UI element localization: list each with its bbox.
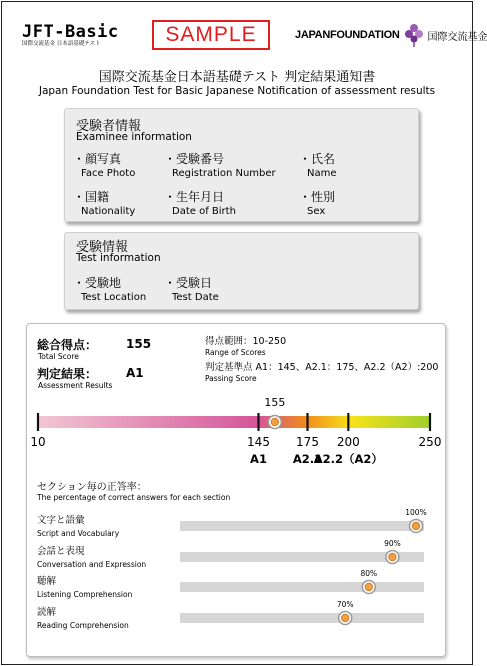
passing-score-jp: 判定基準点 A1：145、A2.1：175、A2.2（A2）:200 [205, 362, 439, 373]
assessment-value: A1 [126, 366, 144, 380]
score-marker-inner [271, 418, 279, 426]
score-scale-bar [38, 416, 430, 428]
scale-tick-label: 10 [30, 435, 46, 449]
section-label-en: Reading Comprehension [37, 621, 129, 630]
score-range-jp: 得点範囲：10-250 [205, 336, 287, 347]
field-label-jp: ・生年月日 [164, 190, 225, 204]
field-label-jp: ・受験地 [73, 276, 122, 290]
jf-logo-jp: 国際交流基金 [427, 31, 487, 43]
section-bar-track [180, 582, 424, 592]
section-label-jp: 読解 [37, 607, 57, 618]
field-label-en: Face Photo [81, 168, 136, 179]
section-label-jp: 会話と表現 [37, 546, 85, 557]
passing-score-en: Passing Score [205, 374, 257, 383]
section-marker-inner [365, 583, 373, 591]
page-title-jp: 国際交流基金日本語基礎テスト 判定結果通知書 [98, 70, 376, 85]
section-label-en: Conversation and Expression [37, 560, 147, 569]
scale-level-label: A2.2（A2） [313, 452, 383, 466]
assessment-label-en: Assessment Results [38, 381, 113, 390]
section-label-en: Script and Vocabulary [37, 529, 120, 538]
sample-stamp: SAMPLE [152, 20, 270, 50]
field-label-jp: ・顔写真 [73, 152, 122, 166]
scale-level-label: A1 [250, 452, 267, 466]
section-percent-label: 90% [384, 539, 401, 548]
field-label-en: Sex [307, 206, 326, 217]
field-label-jp: ・国籍 [73, 190, 110, 204]
sections-title-jp: セクション毎の正答率： [37, 482, 147, 493]
section-percent-label: 100% [405, 508, 427, 517]
score-marker-label: 155 [264, 396, 286, 409]
section-label-en: Listening Comprehension [37, 590, 133, 599]
scale-level-label: A2.1 [292, 452, 323, 466]
field-label-jp: ・氏名 [299, 152, 336, 166]
section-marker-inner [389, 553, 397, 561]
scale-tick-label: 250 [418, 435, 442, 449]
jft-logo-text: JFT-Basic [22, 22, 119, 42]
scale-tick-label: 175 [296, 435, 319, 449]
test-info-heading-en: Test information [76, 252, 161, 264]
page-title-en: Japan Foundation Test for Basic Japanese Notification of assessment results [38, 85, 436, 97]
section-percent-label: 80% [360, 569, 378, 578]
section-bar-track [180, 613, 424, 623]
field-label-en: Test Date [172, 292, 219, 303]
section-marker-inner [341, 614, 349, 622]
sections-title-en: The percentage of correct answers for each section [37, 493, 231, 502]
jft-logo-subtext: 国際交流基金 日本語基礎テスト [22, 41, 101, 47]
section-label-jp: 文字と語彙 [37, 515, 85, 526]
field-label-jp: ・性別 [299, 190, 336, 204]
field-label-en: Registration Number [172, 168, 276, 179]
jf-logo-text: JAPANFOUNDATION [295, 29, 400, 41]
scale-tick-label: 200 [336, 435, 360, 449]
total-score-label-en: Total Score [38, 352, 79, 361]
section-marker-inner [412, 522, 420, 530]
field-label-en: Date of Birth [172, 206, 236, 217]
field-label-jp: ・受験番号 [164, 152, 225, 166]
assessment-label-jp: 判定結果： [37, 367, 98, 381]
field-label-en: Test Location [81, 292, 147, 303]
section-label-jp: 聴解 [37, 576, 57, 587]
section-bar-track [180, 521, 424, 531]
field-label-jp: ・受験日 [164, 276, 213, 290]
field-label-en: Nationality [81, 206, 136, 217]
test-info-heading-jp: 受験情報 [76, 240, 129, 255]
total-score-label-jp: 総合得点： [37, 338, 98, 352]
field-label-en: Name [307, 168, 337, 179]
score-range-en: Range of Scores [205, 348, 266, 357]
examinee-heading-en: Examinee information [76, 131, 192, 143]
examinee-heading-jp: 受験者情報 [76, 119, 142, 134]
scale-tick-label: 145 [247, 435, 270, 449]
total-score-value: 155 [126, 337, 152, 351]
section-percent-label: 70% [336, 600, 354, 609]
